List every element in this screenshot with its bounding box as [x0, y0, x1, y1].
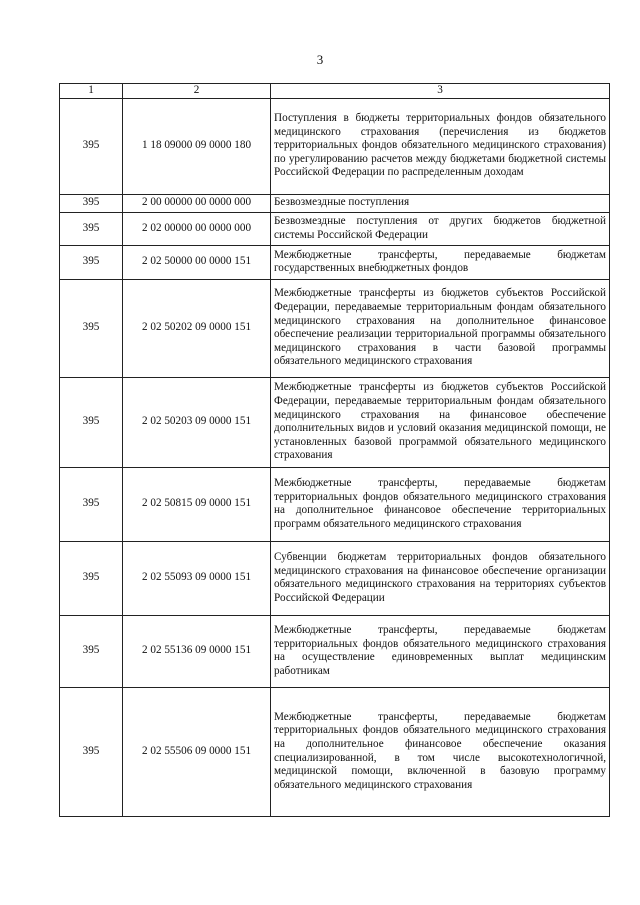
- classification-code: 2 02 50202 09 0000 151: [123, 279, 271, 377]
- classification-code: 2 02 50000 00 0000 151: [123, 245, 271, 279]
- admin-code: 395: [60, 212, 123, 245]
- income-description: Межбюджетные трансферты, передаваемые бюджетам государственных внебюджетных фондов: [271, 245, 610, 279]
- table-row: [60, 245, 610, 279]
- classification-code: 2 02 55506 09 0000 151: [123, 687, 271, 816]
- budget-codes-table: [59, 83, 610, 817]
- table-row: [60, 615, 610, 687]
- header-col-1: 1: [60, 84, 123, 99]
- table-row: [60, 98, 610, 194]
- header-col-2: 2: [123, 84, 271, 99]
- admin-code: 395: [60, 687, 123, 816]
- header-col-3: 3: [271, 84, 610, 99]
- income-description: Межбюджетные трансферты, передаваемые бюджетам территориальных фондов обязательного медицинского страхования на дополнительное финансовое обеспечение территориальных программ обязательного медицинского страхования: [271, 467, 610, 541]
- header-row: [60, 84, 610, 99]
- admin-code: 395: [60, 245, 123, 279]
- table-row: [60, 212, 610, 245]
- table-row: [60, 194, 610, 212]
- table-row: [60, 377, 610, 467]
- classification-code: 2 02 00000 00 0000 000: [123, 212, 271, 245]
- admin-code: 395: [60, 377, 123, 467]
- admin-code: 395: [60, 279, 123, 377]
- admin-code: 395: [60, 615, 123, 687]
- classification-code: 2 00 00000 00 0000 000: [123, 194, 271, 212]
- admin-code: 395: [60, 194, 123, 212]
- admin-code: 395: [60, 467, 123, 541]
- page-number: 3: [316, 52, 324, 67]
- income-description: Межбюджетные трансферты из бюджетов субъектов Российской Федерации, передаваемые территориальным фондам обязательного медицинского страхования на финансовое обеспечение дополнительных видов и условий оказания медицинской помощи, не установленных базовой программой обязательного медицинского страхования: [271, 377, 610, 467]
- table-row: [60, 541, 610, 615]
- income-description: Субвенции бюджетам территориальных фондов обязательного медицинского страхования на финансовое обеспечение организации обязательного медицинского страхования на территориях субъектов Российской Федерации: [271, 541, 610, 615]
- admin-code: 395: [60, 541, 123, 615]
- table-row: [60, 687, 610, 816]
- income-description: Межбюджетные трансферты, передаваемые бюджетам территориальных фондов обязательного медицинского страхования на осуществление единовременных выплат медицинским работникам: [271, 615, 610, 687]
- income-description: Межбюджетные трансферты из бюджетов субъектов Российской Федерации, передаваемые территориальным фондам обязательного медицинского страхования на дополнительное финансовое обеспечение реализации территориальной программы обязательного медицинского страхования в части базовой программы обязательного медицинского страхования: [271, 279, 610, 377]
- income-description: Межбюджетные трансферты, передаваемые бюджетам территориальных фондов обязательного медицинского страхования на дополнительное финансовое обеспечение оказания специализированной, в том числе высокотехнологичной, медицинской помощи, включенной в базовую программу обязательного медицинского страхования: [271, 687, 610, 816]
- classification-code: 2 02 50815 09 0000 151: [123, 467, 271, 541]
- classification-code: 2 02 50203 09 0000 151: [123, 377, 271, 467]
- table-row: [60, 279, 610, 377]
- classification-code: 1 18 09000 09 0000 180: [123, 98, 271, 194]
- income-description: Безвозмездные поступления: [271, 194, 610, 212]
- classification-code: 2 02 55136 09 0000 151: [123, 615, 271, 687]
- classification-code: 2 02 55093 09 0000 151: [123, 541, 271, 615]
- income-description: Безвозмездные поступления от других бюджетов бюджетной системы Российской Федерации: [271, 212, 610, 245]
- table-row: [60, 467, 610, 541]
- admin-code: 395: [60, 98, 123, 194]
- income-description: Поступления в бюджеты территориальных фондов обязательного медицинского страхования (перечисления из бюджетов территориальных фондов обязательного медицинского страхования) по урегулированию расчетов между бюджетами бюджетной системы Российской Федерации по распределенным доходам: [271, 98, 610, 194]
